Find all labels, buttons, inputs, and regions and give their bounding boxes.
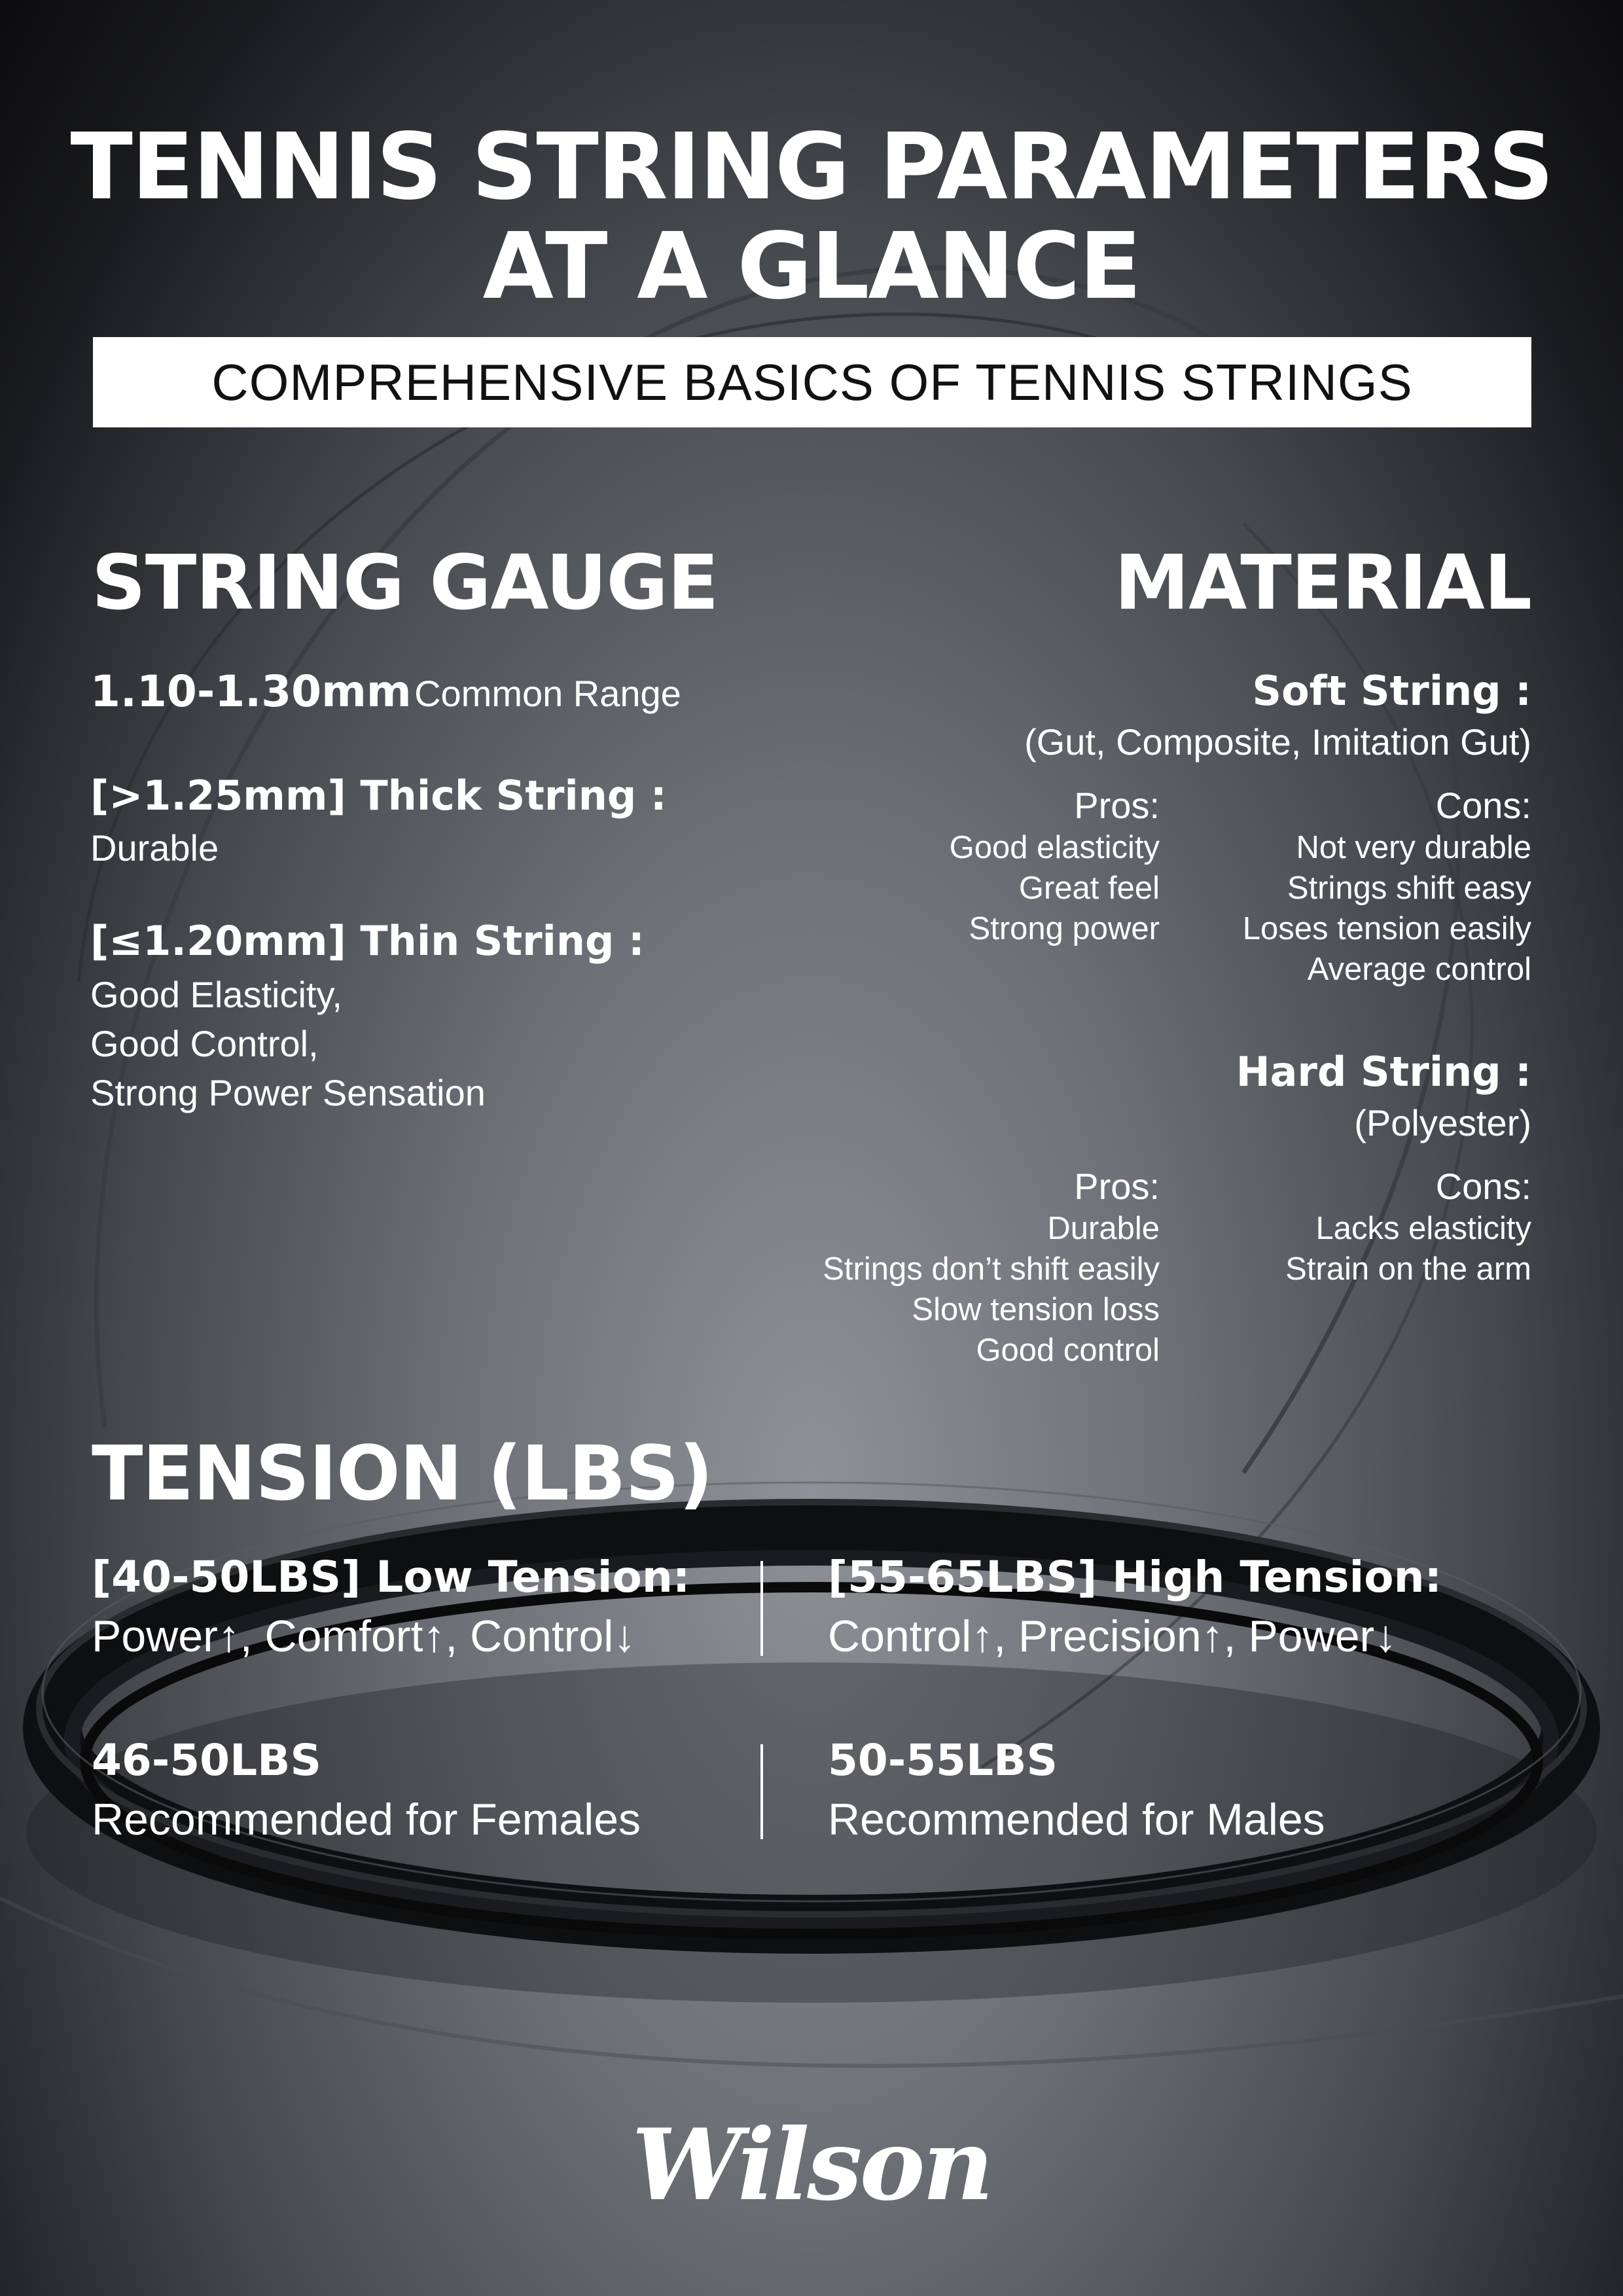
soft-cons-label: Cons: [1435, 785, 1531, 826]
tension-heading: TENSION (LBS) [92, 1430, 713, 1518]
high-tension-desc: Control↑, Precision↑, Power↓ [828, 1611, 1397, 1661]
thin-desc-line: Good Control, [90, 1023, 319, 1064]
soft-cons-item: Average control [1307, 952, 1531, 987]
hard-cons-item: Strain on the arm [1285, 1251, 1531, 1287]
string-gauge-heading: STRING GAUGE [92, 539, 719, 627]
soft-pros-item: Good elasticity [949, 830, 1160, 865]
hard-pros-item: Durable [1047, 1211, 1160, 1246]
female-tension-label: Recommended for Females [92, 1795, 641, 1844]
low-tension-title: [40-50LBS] Low Tension: [92, 1552, 690, 1602]
thin-desc-line: Strong Power Sensation [90, 1072, 486, 1113]
soft-string-types: (Gut, Composite, Imitation Gut) [1024, 721, 1531, 762]
soft-pros-item: Strong power [969, 911, 1160, 946]
hard-pros [823, 1165, 1160, 1371]
thin-desc-line: Good Elasticity, [90, 974, 342, 1015]
female-tension-value: 46-50LBS [92, 1735, 321, 1785]
thick-string-desc: Durable [90, 827, 219, 869]
material-heading: MATERIAL [1114, 539, 1531, 627]
common-range [90, 666, 681, 717]
hard-cons-label: Cons: [1435, 1166, 1531, 1207]
hard-cons [1285, 1165, 1531, 1289]
common-range-value: 1.10-1.30mm [90, 666, 412, 717]
hard-cons-item: Lacks elasticity [1315, 1211, 1531, 1246]
soft-cons [1243, 784, 1531, 990]
subtitle-banner [93, 337, 1531, 427]
soft-cons-item: Not very durable [1296, 830, 1531, 865]
thin-string-desc [90, 970, 486, 1117]
male-tension-label: Recommended for Males [828, 1795, 1325, 1844]
wilson-logo: Wilson [632, 2108, 991, 2223]
male-tension-value: 50-55LBS [828, 1735, 1058, 1785]
soft-cons-item: Strings shift easy [1287, 870, 1531, 906]
hard-pros-label: Pros: [1074, 1166, 1160, 1207]
thick-string-title: [>1.25mm] Thick String : [90, 772, 667, 819]
hard-string-types: (Polyester) [1354, 1102, 1531, 1143]
title-line-2: AT A GLANCE [482, 213, 1141, 320]
hard-pros-item: Slow tension loss [912, 1292, 1160, 1327]
soft-cons-item: Loses tension easily [1242, 911, 1531, 946]
title-line-1: TENNIS STRING PARAMETERS [70, 114, 1553, 221]
high-tension-title: [55-65LBS] High Tension: [828, 1552, 1442, 1602]
soft-pros-item: Great feel [1018, 870, 1160, 906]
hard-pros-item: Strings don’t shift easily [823, 1251, 1160, 1287]
page-title [0, 114, 1623, 320]
soft-string-title: Soft String : [1252, 667, 1531, 715]
hard-string-title: Hard String : [1236, 1048, 1531, 1096]
hard-pros-item: Good control [976, 1333, 1160, 1368]
recommendation-divider [760, 1744, 763, 1839]
common-range-label: Common Range [414, 673, 681, 714]
low-tension-desc: Power↑, Comfort↑, Control↓ [92, 1611, 636, 1661]
thin-string-title: [≤1.20mm] Thin String : [90, 917, 645, 965]
soft-pros [950, 784, 1160, 949]
soft-pros-label: Pros: [1074, 785, 1160, 826]
tension-divider [760, 1561, 763, 1656]
subtitle-text: COMPREHENSIVE BASICS OF TENNIS STRINGS [211, 353, 1413, 411]
